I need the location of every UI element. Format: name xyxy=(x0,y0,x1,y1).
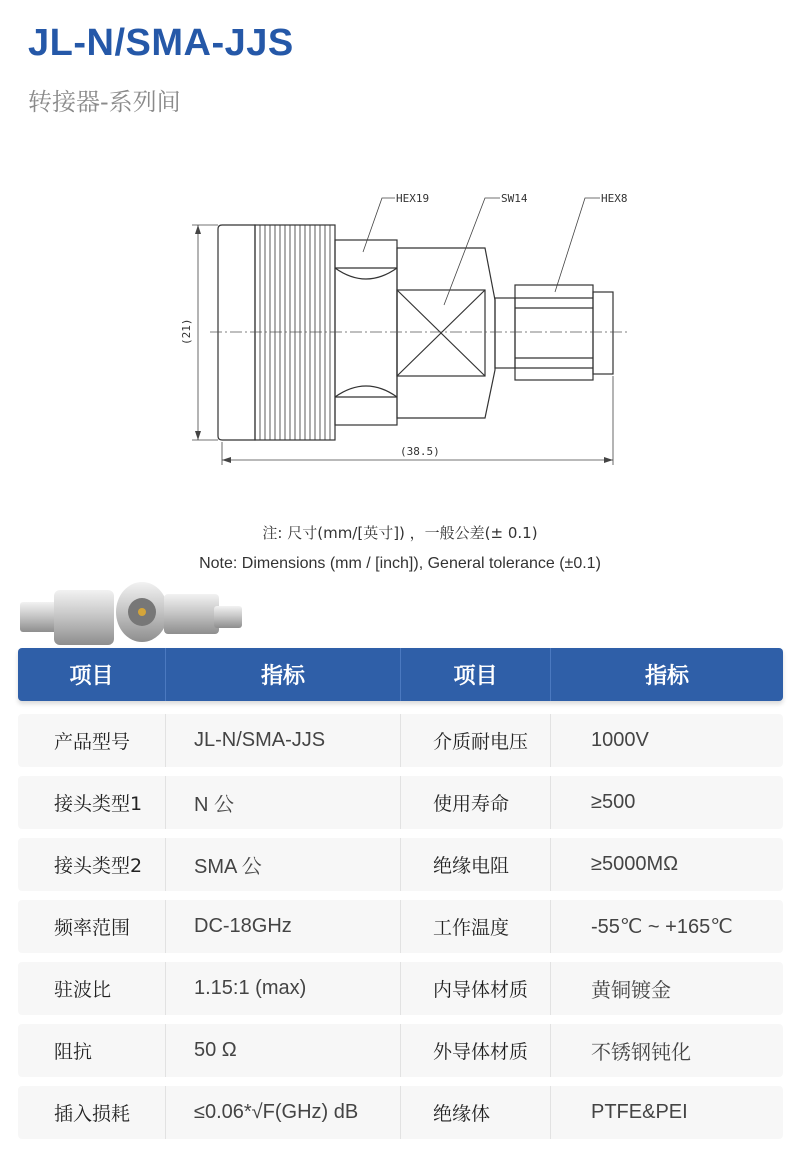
header-item-2: 项目 xyxy=(401,648,551,701)
spec-key: 阻抗 xyxy=(18,1024,166,1077)
product-subtitle: 转接器-系列间 xyxy=(28,88,181,116)
hex8-label: HEX8 xyxy=(601,192,628,205)
table-row xyxy=(18,714,783,767)
dimension-drawing xyxy=(160,180,640,480)
header-spec-1: 指标 xyxy=(166,648,401,701)
table-row xyxy=(18,900,783,953)
spec-value: ≤0.06*√F(GHz) dB xyxy=(166,1086,401,1139)
sw14-label: SW14 xyxy=(501,192,528,205)
length-dimension: (38.5) xyxy=(400,445,440,458)
spec-value: PTFE&PEI xyxy=(591,1101,688,1123)
spec-key: 接头类型2 xyxy=(18,838,166,891)
spec-key: 接头类型1 xyxy=(18,776,166,829)
spec-value: DC-18GHz xyxy=(166,900,401,953)
spec-value: 1.15:1 (max) xyxy=(166,962,401,1015)
spec-value: JL-N/SMA-JJS xyxy=(166,714,401,767)
spec-value: -55℃ ~ +165℃ xyxy=(591,916,733,938)
spec-key: 介质耐电压 xyxy=(401,714,551,767)
table-row xyxy=(18,776,783,829)
spec-value: N 公 xyxy=(166,776,401,829)
spec-value: 黄铜镀金 xyxy=(591,980,671,1002)
spec-key: 绝缘体 xyxy=(401,1086,551,1139)
spec-key: 驻波比 xyxy=(18,962,166,1015)
spec-key: 插入损耗 xyxy=(18,1086,166,1139)
header-item-1: 项目 xyxy=(18,648,166,701)
technical-drawing xyxy=(160,180,640,480)
spec-table-body xyxy=(18,714,783,1148)
height-dimension: (21) xyxy=(180,318,193,345)
spec-key: 外导体材质 xyxy=(401,1024,551,1077)
dimension-note-cn: 注: 尺寸(mm/[英寸]) ，一般公差(± 0.1) xyxy=(262,524,538,542)
product-title: JL-N/SMA-JJS xyxy=(28,22,294,64)
dimension-note-en: Note: Dimensions (mm / [inch]), General tolerance (±0.1) xyxy=(199,555,601,572)
spec-value: ≥500 xyxy=(591,791,636,813)
header-spec-2: 指标 xyxy=(644,664,689,689)
spec-key: 产品型号 xyxy=(18,714,166,767)
spec-key: 工作温度 xyxy=(401,900,551,953)
product-photo xyxy=(14,560,254,655)
spec-key: 频率范围 xyxy=(18,900,166,953)
table-row xyxy=(18,1086,783,1139)
spec-key: 绝缘电阻 xyxy=(401,838,551,891)
table-row xyxy=(18,838,783,891)
hex19-label: HEX19 xyxy=(396,192,430,205)
spec-table-header xyxy=(18,648,783,701)
spec-value: 不锈钢钝化 xyxy=(591,1042,691,1064)
spec-key: 使用寿命 xyxy=(401,776,551,829)
spec-key: 内导体材质 xyxy=(401,962,551,1015)
spec-value: 50 Ω xyxy=(166,1024,401,1077)
table-row xyxy=(18,962,783,1015)
spec-value: 1000V xyxy=(591,729,649,751)
spec-value: ≥5000MΩ xyxy=(591,853,679,875)
table-row xyxy=(18,1024,783,1077)
spec-value: SMA 公 xyxy=(166,838,401,891)
